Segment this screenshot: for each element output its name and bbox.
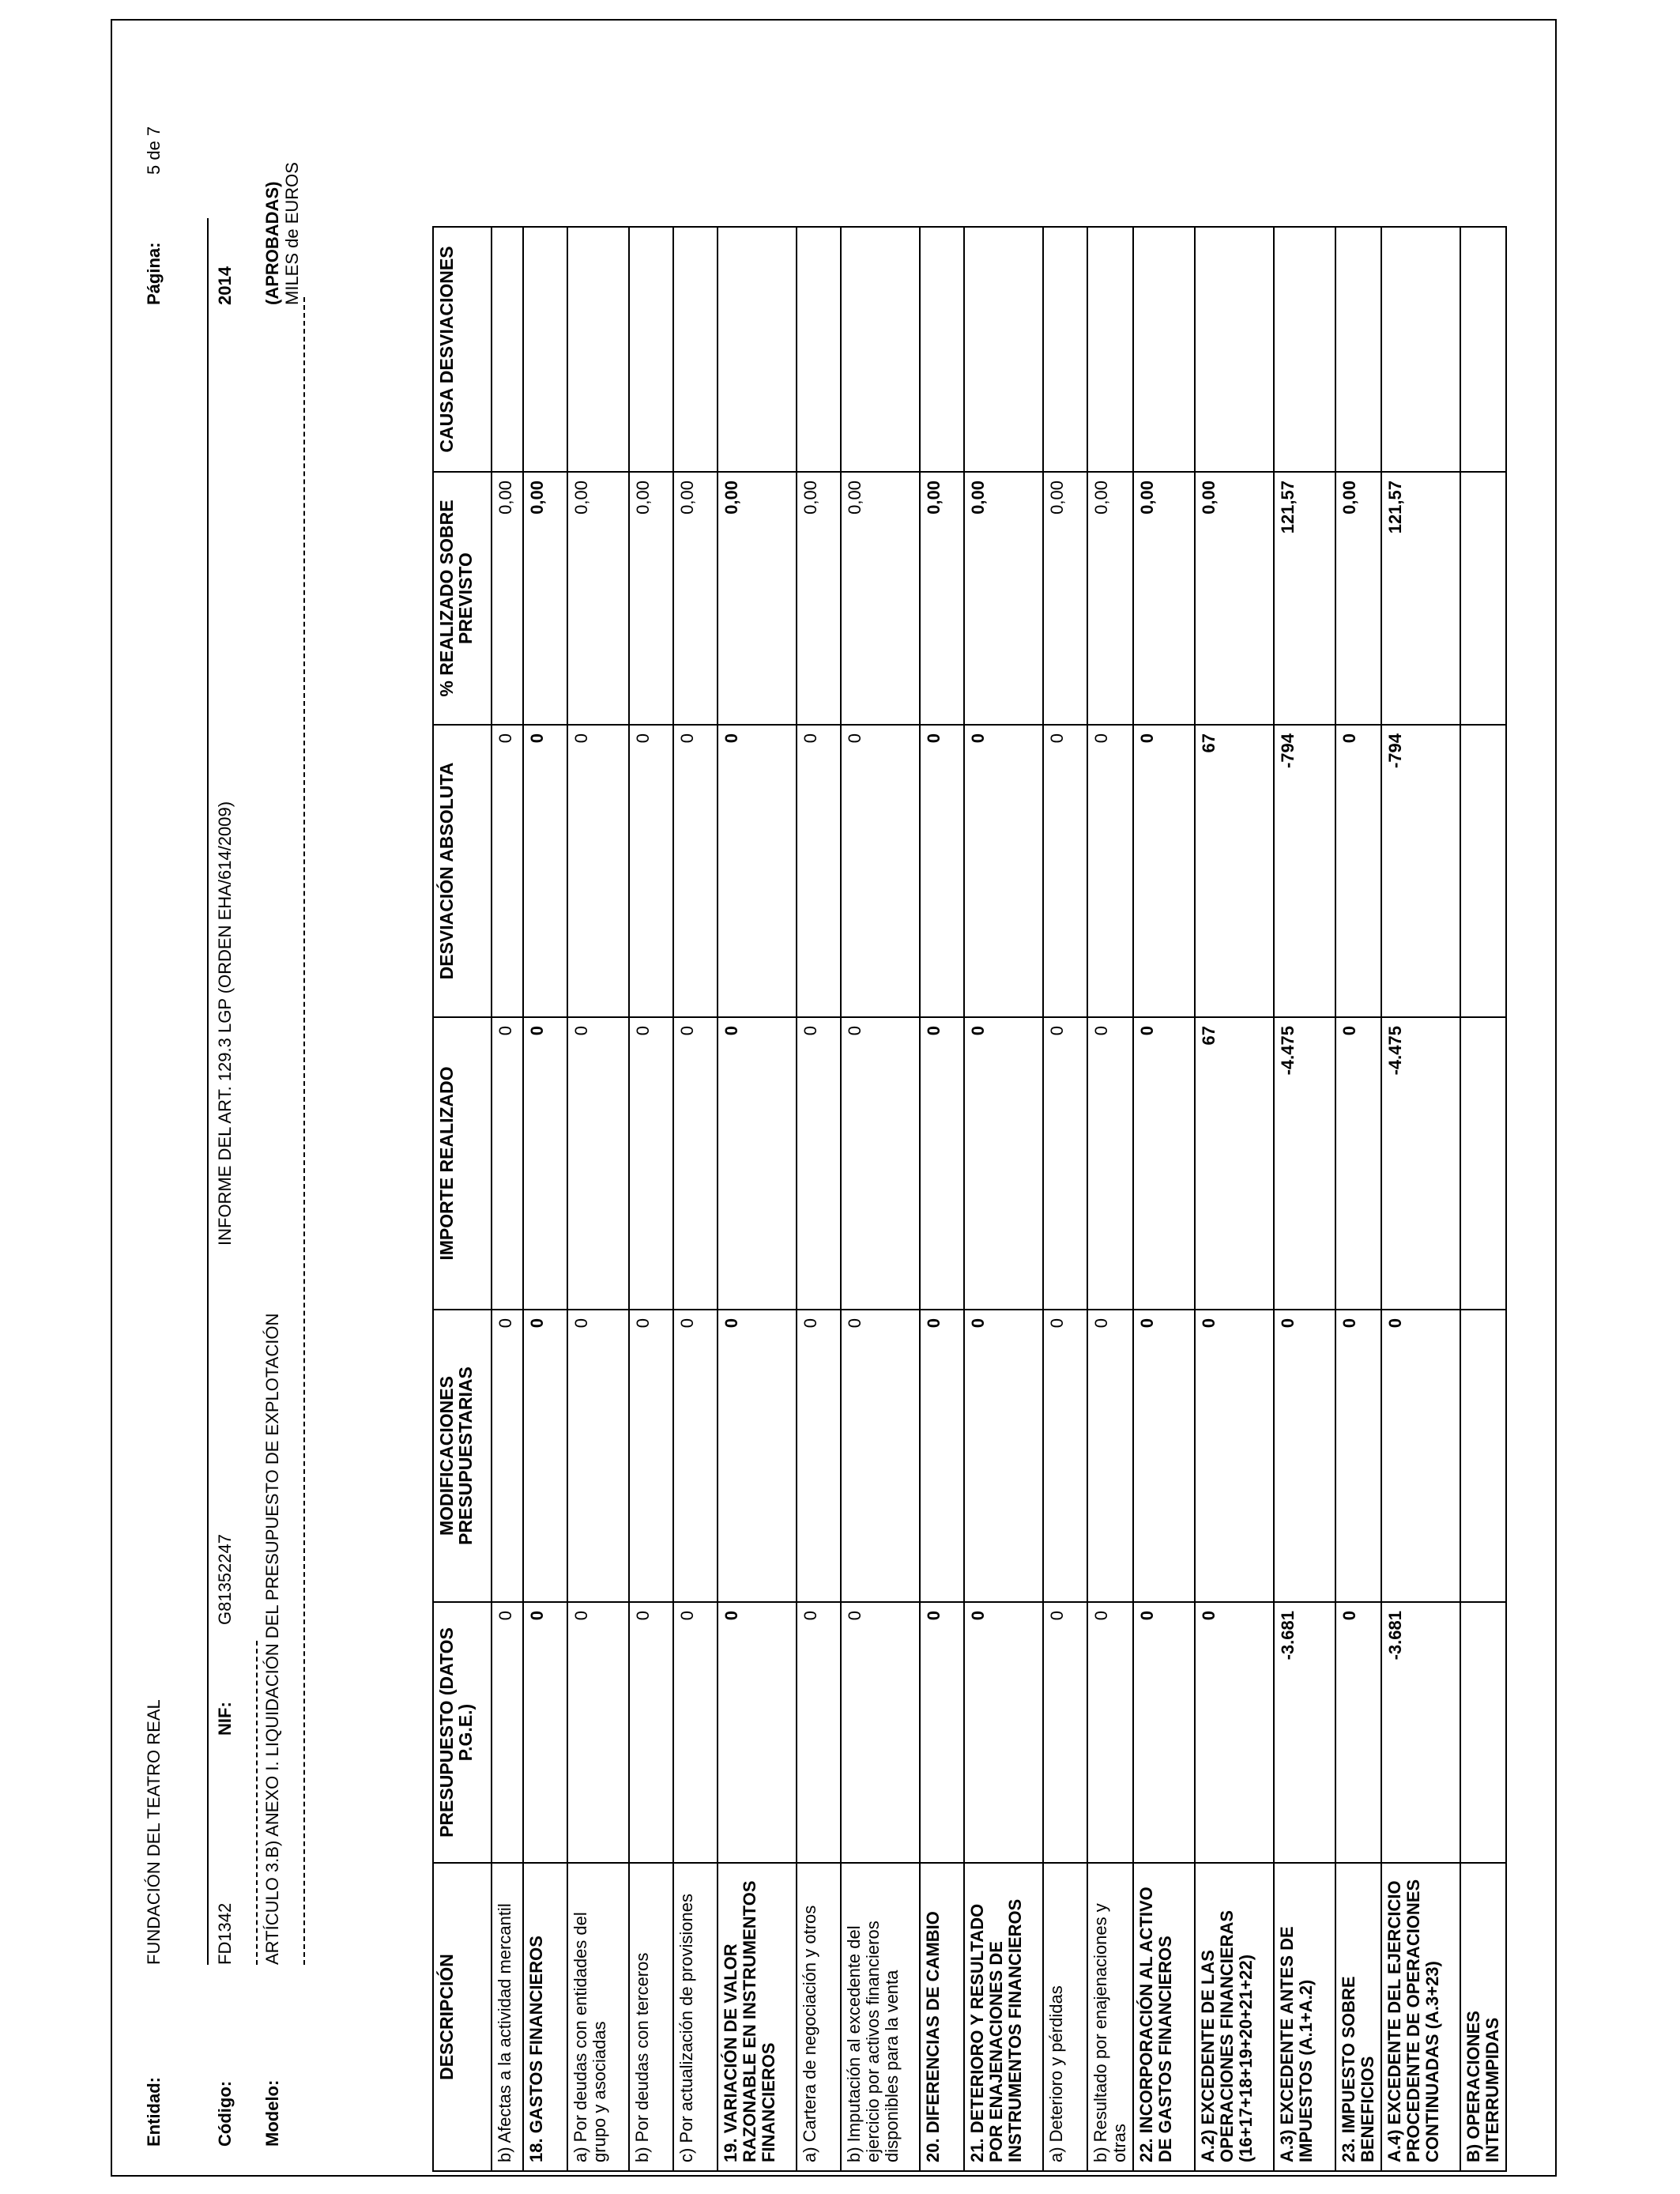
table-row — [1335, 227, 1381, 2171]
row-importe: 0 — [492, 1017, 523, 1310]
row-description: 18. GASTOS FINANCIEROS — [523, 1863, 567, 2171]
row-causa — [1274, 227, 1335, 472]
row-modificaciones: 0 — [797, 1310, 841, 1602]
row-causa — [841, 227, 920, 472]
col-presupuesto: PRESUPUESTO (DATOS P.G.E.) — [433, 1602, 492, 1863]
row-desviacion: 0 — [964, 725, 1043, 1017]
row-importe: 0 — [797, 1017, 841, 1310]
row-modificaciones: 0 — [964, 1310, 1043, 1602]
row-porcentaje: 121,57 — [1381, 472, 1460, 725]
row-description: A.4) EXCEDENTE DEL EJERCICIO PROCEDENTE DE OPERACIONES CONTINUADAS (A.3+23) — [1381, 1863, 1460, 2171]
row-causa — [797, 227, 841, 472]
row-porcentaje: 0,00 — [492, 472, 523, 725]
row-presupuesto: -3.681 — [1381, 1602, 1460, 1863]
row-modificaciones: 0 — [1381, 1310, 1460, 1602]
row-importe: -4.475 — [1381, 1017, 1460, 1310]
unidad: MILES de EUROS — [282, 162, 302, 305]
row-causa — [629, 227, 673, 472]
row-causa — [1087, 227, 1133, 472]
row-presupuesto: 0 — [718, 1602, 797, 1863]
row-causa — [1195, 227, 1274, 472]
table-row — [1274, 227, 1335, 2171]
row-porcentaje: 0,00 — [673, 472, 718, 725]
col-descripcion: DESCRIPCIÓN — [433, 1863, 492, 2171]
codigo-label: Código: — [215, 2080, 235, 2147]
row-description: c) Por actualización de provisiones — [673, 1863, 718, 2171]
table-row — [1460, 227, 1506, 2171]
row-porcentaje: 0,00 — [1133, 472, 1195, 725]
row-presupuesto: 0 — [797, 1602, 841, 1863]
table-row — [841, 227, 920, 2171]
row-modificaciones: 0 — [629, 1310, 673, 1602]
row-desviacion: 0 — [1133, 725, 1195, 1017]
row-modificaciones: 0 — [1335, 1310, 1381, 1602]
row-porcentaje: 0,00 — [718, 472, 797, 725]
col-causa: CAUSA DESVIACIONES — [433, 227, 492, 472]
table-row — [492, 227, 523, 2171]
table-row — [718, 227, 797, 2171]
row-importe: 0 — [673, 1017, 718, 1310]
row-desviacion: -794 — [1381, 725, 1460, 1017]
pagina-value: 5 de 7 — [144, 126, 164, 175]
row-presupuesto: 0 — [841, 1602, 920, 1863]
row-description: A.3) EXCEDENTE ANTES DE IMPUESTOS (A.1+A.2) — [1274, 1863, 1335, 2171]
row-causa — [1381, 227, 1460, 472]
col-importe: IMPORTE REALIZADO — [433, 1017, 492, 1310]
entidad-label: Entidad: — [144, 2077, 164, 2147]
row-presupuesto: 0 — [1087, 1602, 1133, 1863]
row-importe: 0 — [567, 1017, 629, 1310]
row-desviacion: 0 — [797, 725, 841, 1017]
row-causa — [492, 227, 523, 472]
row-importe: 0 — [1133, 1017, 1195, 1310]
row-desviacion: 0 — [1087, 725, 1133, 1017]
row-modificaciones: 0 — [1133, 1310, 1195, 1602]
pagina-label: Página: — [144, 242, 164, 305]
row-desviacion: -794 — [1274, 725, 1335, 1017]
row-desviacion: 0 — [718, 725, 797, 1017]
row-presupuesto: 0 — [492, 1602, 523, 1863]
row-porcentaje: 121,57 — [1274, 472, 1335, 725]
row-desviacion: 0 — [629, 725, 673, 1017]
col-modificaciones: MODIFICACIONES PRESUPUESTARIAS — [433, 1310, 492, 1602]
row-modificaciones: 0 — [492, 1310, 523, 1602]
row-description: 23. IMPUESTO SOBRE BENEFICIOS — [1335, 1863, 1381, 2171]
row-presupuesto: -3.681 — [1274, 1602, 1335, 1863]
table-row — [1087, 227, 1133, 2171]
row-importe: 0 — [841, 1017, 920, 1310]
row-causa — [1460, 227, 1506, 472]
row-porcentaje: 0,00 — [797, 472, 841, 725]
row-importe: 0 — [1043, 1017, 1087, 1310]
row-desviacion: 0 — [1335, 725, 1381, 1017]
row-presupuesto: 0 — [629, 1602, 673, 1863]
table-row — [1043, 227, 1087, 2171]
table-row — [797, 227, 841, 2171]
table-row — [920, 227, 964, 2171]
year: 2014 — [215, 266, 235, 305]
row-modificaciones: 0 — [1274, 1310, 1335, 1602]
row-causa — [1133, 227, 1195, 472]
row-causa — [673, 227, 718, 472]
row-desviacion: 0 — [920, 725, 964, 1017]
modelo-label: Modelo: — [262, 2079, 282, 2147]
row-importe: 0 — [718, 1017, 797, 1310]
row-importe: 0 — [523, 1017, 567, 1310]
row-desviacion: 67 — [1195, 725, 1274, 1017]
row-modificaciones: 0 — [1043, 1310, 1087, 1602]
modelo-value: ARTÍCULO 3.B) ANEXO I. LIQUIDACIÓN DEL PRESUPUESTO DE EXPLOTACIÓN — [262, 1313, 282, 1965]
row-porcentaje: 0,00 — [1043, 472, 1087, 725]
row-modificaciones — [1460, 1310, 1506, 1602]
nif-value: G81352247 — [215, 1534, 235, 1625]
row-presupuesto: 0 — [567, 1602, 629, 1863]
row-presupuesto: 0 — [964, 1602, 1043, 1863]
row-modificaciones: 0 — [1195, 1310, 1274, 1602]
row-description: a) Por deudas con entidades del grupo y asociadas — [567, 1863, 629, 2171]
row-description: b) Afectas a la actividad mercantil — [492, 1863, 523, 2171]
report-page — [111, 19, 1557, 2177]
informe-title: INFORME DEL ART. 129.3 LGP (ORDEN EHA/614/2009) — [215, 801, 235, 1246]
row-presupuesto: 0 — [920, 1602, 964, 1863]
table-row — [673, 227, 718, 2171]
codigo-value: FD1342 — [215, 1902, 235, 1965]
row-presupuesto: 0 — [1335, 1602, 1381, 1863]
row-description: b) Por deudas con terceros — [629, 1863, 673, 2171]
row-porcentaje: 0,00 — [629, 472, 673, 725]
row-description: a) Cartera de negociación y otros — [797, 1863, 841, 2171]
row-desviacion: 0 — [673, 725, 718, 1017]
row-desviacion: 0 — [567, 725, 629, 1017]
row-modificaciones: 0 — [920, 1310, 964, 1602]
row-presupuesto: 0 — [1133, 1602, 1195, 1863]
row-modificaciones: 0 — [673, 1310, 718, 1602]
table-row — [567, 227, 629, 2171]
row-modificaciones: 0 — [841, 1310, 920, 1602]
table-row — [1195, 227, 1274, 2171]
row-presupuesto: 0 — [523, 1602, 567, 1863]
row-modificaciones: 0 — [567, 1310, 629, 1602]
row-causa — [920, 227, 964, 472]
row-porcentaje: 0,00 — [920, 472, 964, 725]
entidad-value: FUNDACIÓN DEL TEATRO REAL — [144, 1699, 164, 1965]
table-row — [1133, 227, 1195, 2171]
row-modificaciones: 0 — [1087, 1310, 1133, 1602]
row-porcentaje: 0,00 — [1087, 472, 1133, 725]
col-desviacion: DESVIACIÓN ABSOLUTA — [433, 725, 492, 1017]
row-desviacion: 0 — [841, 725, 920, 1017]
row-causa — [1335, 227, 1381, 472]
row-causa — [1043, 227, 1087, 472]
row-description: 21. DETERIORO Y RESULTADO POR ENAJENACIONES DE INSTRUMENTOS FINANCIEROS — [964, 1863, 1043, 2171]
table-row — [523, 227, 567, 2171]
row-presupuesto: 0 — [673, 1602, 718, 1863]
row-importe — [1460, 1017, 1506, 1310]
col-porcentaje: % REALIZADO SOBRE PREVISTO — [433, 472, 492, 725]
row-porcentaje — [1460, 472, 1506, 725]
liquidacion-table — [432, 226, 1507, 2172]
row-porcentaje: 0,00 — [567, 472, 629, 725]
row-presupuesto — [1460, 1602, 1506, 1863]
row-description: b) Resultado por enajenaciones y otras — [1087, 1863, 1133, 2171]
table-row — [1381, 227, 1460, 2171]
row-porcentaje: 0,00 — [1335, 472, 1381, 725]
row-desviacion — [1460, 725, 1506, 1017]
row-importe: 0 — [920, 1017, 964, 1310]
table-body — [492, 227, 1506, 2171]
table-row — [964, 227, 1043, 2171]
row-porcentaje: 0,00 — [1195, 472, 1274, 725]
nif-label: NIF: — [215, 1702, 235, 1736]
codigo-dash — [256, 1641, 258, 1965]
row-porcentaje: 0,00 — [964, 472, 1043, 725]
row-causa — [523, 227, 567, 472]
row-importe: 0 — [1335, 1017, 1381, 1310]
row-description: A.2) EXCEDENTE DE LAS OPERACIONES FINANCIERAS (16+17+18+19+20+21+22) — [1195, 1863, 1274, 2171]
row-porcentaje: 0,00 — [523, 472, 567, 725]
row-description: 20. DIFERENCIAS DE CAMBIO — [920, 1863, 964, 2171]
table-header-row — [433, 227, 492, 2171]
row-modificaciones: 0 — [523, 1310, 567, 1602]
row-importe: 0 — [629, 1017, 673, 1310]
row-description: 22. INCORPORACIÓN AL ACTIVO DE GASTOS FINANCIEROS — [1133, 1863, 1195, 2171]
modelo-dash — [303, 297, 305, 1965]
row-importe: 0 — [1087, 1017, 1133, 1310]
row-desviacion: 0 — [492, 725, 523, 1017]
row-modificaciones: 0 — [718, 1310, 797, 1602]
row-porcentaje: 0,00 — [841, 472, 920, 725]
row-desviacion: 0 — [1043, 725, 1087, 1017]
aprobadas: (APROBADAS) — [262, 181, 282, 305]
row-causa — [718, 227, 797, 472]
rotated-content — [112, 21, 1558, 2178]
row-presupuesto: 0 — [1043, 1602, 1087, 1863]
row-importe: -4.475 — [1274, 1017, 1335, 1310]
row-description: 19. VARIACIÓN DE VALOR RAZONABLE EN INSTRUMENTOS FINANCIEROS — [718, 1863, 797, 2171]
row-causa — [567, 227, 629, 472]
row-description: B) OPERACIONES INTERRUMPIDAS — [1460, 1863, 1506, 2171]
row-importe: 67 — [1195, 1017, 1274, 1310]
row-importe: 0 — [964, 1017, 1043, 1310]
row-presupuesto: 0 — [1195, 1602, 1274, 1863]
table-row — [629, 227, 673, 2171]
row-desviacion: 0 — [523, 725, 567, 1017]
row-causa — [964, 227, 1043, 472]
row-description: b) Imputación al excedente del ejercicio por activos financieros disponibles para la venta — [841, 1863, 920, 2171]
header-rule — [207, 218, 209, 1965]
row-description: a) Deterioro y pérdidas — [1043, 1863, 1087, 2171]
